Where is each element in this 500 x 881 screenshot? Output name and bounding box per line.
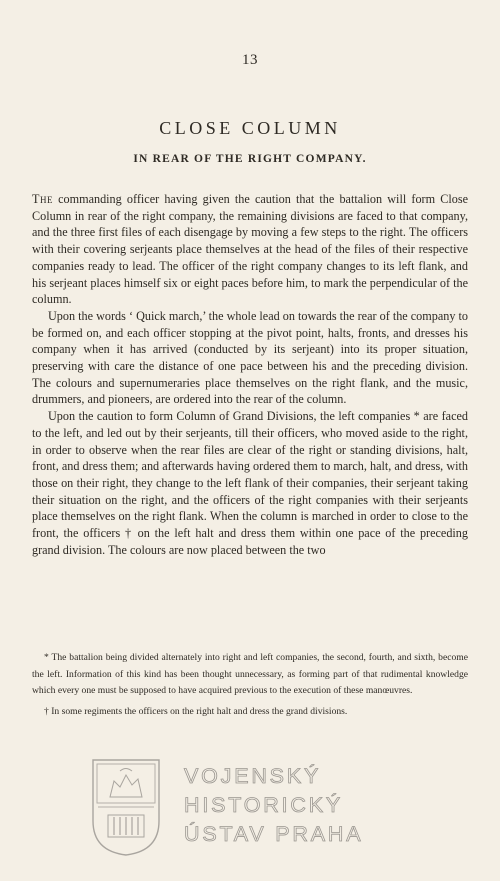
- paragraph-3: Upon the caution to form Column of Grand Divisions, the left companies * are faced to the left, and led out by their serjeants, till their officers, who moved aside to the right, in order to observe when the rear files are clear of the right or standing divisions, halt, front, and dress them; and afterwards having ordered them to march, halt, and dress, with those on their right, they change to the left flank of their companies, their serjeant taking their situation on the right, and the officers of the right companies with their serjeants place themselves on the right flank. When the column is marched in order to close to the front, the officers † on the left halt and dress them within one pace of the preceding grand division. The colours are now placed between the two: [32, 409, 468, 557]
- page-number: 13: [242, 52, 258, 68]
- paragraph-1-text: commanding officer having given the caution that the battalion will form Close Column in rear of the right company, the remaining divisions are faced to that company, and the three first files of each disengage by moving a few steps to the right. The officers with their covering serjeants place themselves at the head of the files of their respective companies ready to lead. The officer of the right company changes to its left flank, and his serjeant places himself six or eight paces before him, to mark the perpendicular of the column.: [32, 192, 468, 307]
- paragraph-2: Upon the words ‘ Quick march,’ the whole lead on towards the rear of the company to be formed on, and each officer stopping at the pivot point, halts, fronts, and dresses his company when it has arrived (conducted by its serjeant) into its proper situation, preserving with care the distance of one pace between his and the preceding division. The colours and supernumeraries place themselves on the right flank, and the music, drummers, and pioneers, are ordered into the rear of the column.: [32, 308, 468, 407]
- footnote-2: † In some regiments the officers on the right halt and dress the grand divisions.: [44, 705, 348, 717]
- stamp-text: [184, 762, 363, 849]
- stamp-line-3: ÚSTAV PRAHA: [184, 822, 364, 846]
- stamp-line-2: HISTORICKÝ: [184, 793, 344, 817]
- paragraph-1-lead: The: [32, 192, 53, 206]
- paragraph-1: [32, 191, 468, 308]
- body-text: [32, 191, 468, 558]
- footnote-1: * The battalion being divided alternately into right and left companies, the second, fourth, and sixth, become the left. Information of this kind has been thought unnecessary, as forming part of that rudimental knowledge which every one must be supposed to have acquired previous to the execution of these manœuvres.: [32, 652, 468, 697]
- chapter-subtitle: IN REAR OF THE RIGHT COMPANY.: [133, 153, 367, 165]
- library-stamp-icon: [90, 757, 162, 857]
- stamp-line-1: VOJENSKÝ: [184, 764, 322, 788]
- chapter-title: CLOSE COLUMN: [159, 118, 341, 138]
- footnotes: [32, 650, 468, 724]
